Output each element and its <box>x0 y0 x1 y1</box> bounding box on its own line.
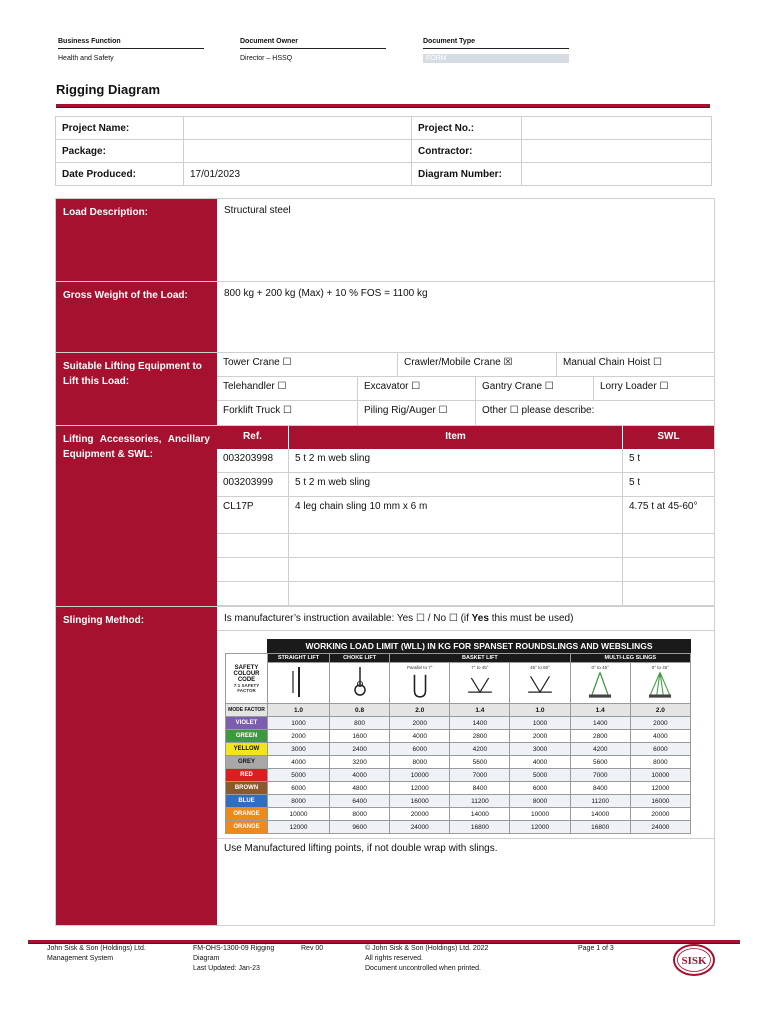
accessory-item-cell[interactable] <box>289 582 623 605</box>
package-label: Package: <box>56 140 184 163</box>
load-description-field[interactable]: Structural steel <box>224 205 291 216</box>
wll-value-cell: 3000 <box>510 743 570 756</box>
wll-value-cell: 12000 <box>268 821 330 834</box>
colour-code-cell: BROWN <box>226 782 268 795</box>
accessory-ref-cell[interactable] <box>217 534 289 557</box>
wll-value-cell: 3000 <box>268 743 330 756</box>
colour-code-cell: BLUE <box>226 795 268 808</box>
wll-value-cell: 4200 <box>450 743 510 756</box>
wll-value-cell: 1600 <box>330 730 390 743</box>
mode-factor-value: 2.0 <box>390 704 450 717</box>
accessories-label: Lifting Accessories, Ancillary Equipment & SWL: <box>56 426 217 606</box>
accessory-ref-cell[interactable]: CL17P <box>217 497 289 533</box>
colour-code-cell: ORANGE <box>226 821 268 834</box>
business-function-value: Health and Safety <box>58 55 114 62</box>
contractor-field[interactable] <box>522 140 712 163</box>
wll-data-row <box>226 808 691 821</box>
document-owner-value: Director – HSSQ <box>240 55 293 62</box>
wll-value-cell: 16000 <box>630 795 690 808</box>
gantry-crane-checkbox[interactable]: Gantry Crane ☐ <box>476 377 594 400</box>
footer-copyright <box>365 944 488 974</box>
wll-value-cell: 4000 <box>330 769 390 782</box>
business-function-label: Business Function <box>58 38 204 49</box>
wll-value-cell: 14000 <box>570 808 630 821</box>
wll-group-label: STRAIGHT LIFT <box>268 654 330 663</box>
wll-value-cell: 20000 <box>630 808 690 821</box>
wll-data-row <box>226 769 691 782</box>
document-type-label: Document Type <box>423 38 569 49</box>
slinging-method-content <box>217 607 714 925</box>
colour-code-cell: ORANGE <box>226 808 268 821</box>
wll-value-cell: 8000 <box>630 756 690 769</box>
mode-factor-label: MODE FACTOR <box>226 704 268 717</box>
wll-group-label: CHOKE LIFT <box>330 654 390 663</box>
colour-code-cell: VIOLET <box>226 717 268 730</box>
document-type-field <box>423 38 569 63</box>
wll-data-row <box>226 730 691 743</box>
footer-company <box>47 944 146 964</box>
telehandler-checkbox[interactable]: Telehandler ☐ <box>217 377 358 400</box>
piling-rig-checkbox[interactable]: Piling Rig/Auger ☐ <box>358 401 476 425</box>
lorry-loader-checkbox[interactable]: Lorry Loader ☐ <box>600 381 669 392</box>
question-text-b: this must be used) <box>488 613 574 624</box>
wll-value-cell: 12000 <box>510 821 570 834</box>
sling-method-icon-cell <box>630 663 690 704</box>
gross-weight-row <box>56 282 714 353</box>
sling-configuration-icon <box>340 663 380 701</box>
wll-value-cell: 8000 <box>510 795 570 808</box>
slinging-method-label: Slinging Method: <box>56 607 217 925</box>
wll-value-cell: 6400 <box>330 795 390 808</box>
accessory-row <box>217 534 714 558</box>
wll-value-cell: 1000 <box>268 717 330 730</box>
sling-configuration-icon <box>400 670 440 700</box>
excavator-checkbox[interactable]: Excavator ☐ <box>358 377 476 400</box>
sling-configuration-icon <box>580 670 620 700</box>
document-type-value: FORM <box>423 54 569 63</box>
wll-value-cell: 8000 <box>268 795 330 808</box>
footer-form <box>193 944 274 974</box>
sling-method-icon-cell <box>570 663 630 704</box>
wll-value-cell: 2000 <box>390 717 450 730</box>
footer-last-updated: Last Updated: Jan-23 <box>193 965 260 972</box>
gross-weight-field[interactable]: 800 kg + 200 kg (Max) + 10 % FOS = 1100 kg <box>224 288 428 299</box>
sling-configuration-icon <box>460 670 500 700</box>
accessory-item-cell[interactable]: 5 t 2 m web sling <box>289 449 623 472</box>
sling-angle-label: 0° to 45° <box>651 664 670 670</box>
mode-factor-value: 2.0 <box>630 704 690 717</box>
wll-value-cell: 2000 <box>630 717 690 730</box>
sling-method-icon-cell <box>390 663 450 704</box>
accessory-item-cell[interactable] <box>289 534 623 557</box>
wll-value-cell: 4000 <box>268 756 330 769</box>
mode-factor-value: 1.0 <box>268 704 330 717</box>
safety-colour-code-label: SAFETY COLOUR CODE <box>233 664 260 683</box>
wll-chart-cell <box>217 639 714 839</box>
wll-group-label: BASKET LIFT <box>390 654 570 663</box>
wll-value-cell: 7000 <box>570 769 630 782</box>
accessories-table <box>217 426 714 606</box>
lifting-equipment-row <box>56 353 714 426</box>
lifting-equipment-label: Suitable Lifting Equipment to Lift this Load: <box>56 353 217 425</box>
col-item-header: Item <box>289 426 623 449</box>
wll-data-row <box>226 782 691 795</box>
wll-value-cell: 4800 <box>330 782 390 795</box>
mode-factor-value: 1.0 <box>510 704 570 717</box>
accessory-ref-cell[interactable]: 003203998 <box>217 449 289 472</box>
accessories-row <box>56 426 714 607</box>
accessories-header <box>217 426 714 449</box>
wll-data-row <box>226 795 691 808</box>
wll-data-row <box>226 717 691 730</box>
wll-value-cell: 2800 <box>450 730 510 743</box>
business-function-field <box>58 38 204 62</box>
wll-group-label: MULTI-LEG SLINGS <box>570 654 690 663</box>
rigging-form <box>55 198 715 926</box>
accessory-ref-cell[interactable] <box>217 558 289 581</box>
wll-value-cell: 8000 <box>330 808 390 821</box>
sling-angle-label: Parallel to 7° <box>406 664 433 670</box>
accessory-row <box>217 473 714 497</box>
accessory-row <box>217 582 714 606</box>
wll-value-cell: 16800 <box>450 821 510 834</box>
question-text-yes: Yes <box>471 613 489 624</box>
wll-value-cell: 6000 <box>268 782 330 795</box>
wll-value-cell: 2800 <box>570 730 630 743</box>
wll-value-cell: 8400 <box>570 782 630 795</box>
slinging-note[interactable]: Use Manufactured lifting points, if not double wrap with slings. <box>224 843 498 854</box>
colour-code-cell: GREY <box>226 756 268 769</box>
wll-value-cell: 5000 <box>268 769 330 782</box>
sling-angle-label: 45° to 60° <box>530 664 550 670</box>
wll-value-cell: 4200 <box>570 743 630 756</box>
wll-value-cell: 11200 <box>570 795 630 808</box>
sling-angle-label: 7° to 45° <box>471 664 489 670</box>
date-produced-label: Date Produced: <box>56 163 184 186</box>
wll-table <box>225 653 691 834</box>
contractor-label: Contractor: <box>412 140 522 163</box>
mode-factor-value: 1.4 <box>570 704 630 717</box>
wll-data-row <box>226 821 691 834</box>
wll-value-cell: 10000 <box>390 769 450 782</box>
colour-code-cell: GREEN <box>226 730 268 743</box>
accessory-ref-cell[interactable]: 003203999 <box>217 473 289 496</box>
wll-value-cell: 1400 <box>450 717 510 730</box>
mode-factor-value: 1.4 <box>450 704 510 717</box>
col-swl-header: SWL <box>657 431 680 442</box>
wll-value-cell: 6000 <box>630 743 690 756</box>
footer-page-number: Page 1 of 3 <box>578 945 614 952</box>
page-title: Rigging Diagram <box>56 82 161 97</box>
wll-value-cell: 5600 <box>570 756 630 769</box>
wll-group-header <box>226 654 691 663</box>
wll-data-row <box>226 756 691 769</box>
wll-value-cell: 14000 <box>450 808 510 821</box>
accessory-item-cell[interactable]: 5 t 2 m web sling <box>289 473 623 496</box>
accessory-row <box>217 558 714 582</box>
wll-value-cell: 3200 <box>330 756 390 769</box>
wll-value-cell: 6000 <box>390 743 450 756</box>
wll-value-cell: 12000 <box>390 782 450 795</box>
colour-code-cell: YELLOW <box>226 743 268 756</box>
chain-hoist-checkbox[interactable]: Manual Chain Hoist ☐ <box>563 357 663 368</box>
wll-value-cell: 12000 <box>630 782 690 795</box>
safety-colour-code-header <box>226 654 268 704</box>
wll-icon-row <box>226 663 691 704</box>
wll-value-cell: 10000 <box>630 769 690 782</box>
wll-value-cell: 9600 <box>330 821 390 834</box>
sling-method-icon-cell <box>450 663 510 704</box>
sling-configuration-icon <box>520 670 560 700</box>
wll-value-cell: 4000 <box>510 756 570 769</box>
wll-value-cell: 1000 <box>510 717 570 730</box>
wll-value-cell: 6000 <box>510 782 570 795</box>
project-name-field[interactable] <box>184 117 412 140</box>
mode-factor-value: 0.8 <box>330 704 390 717</box>
document-owner-label: Document Owner <box>240 38 386 49</box>
package-field[interactable] <box>184 140 412 163</box>
wll-value-cell: 10000 <box>510 808 570 821</box>
project-no-field[interactable] <box>522 117 712 140</box>
diagram-number-field[interactable] <box>522 163 712 186</box>
wll-value-cell: 2000 <box>510 730 570 743</box>
wll-data-row <box>226 743 691 756</box>
wll-value-cell: 8400 <box>450 782 510 795</box>
title-divider-dark <box>56 107 710 108</box>
footer-uncontrolled: Document uncontrolled when printed. <box>365 965 481 972</box>
document-owner-field <box>240 38 386 62</box>
wll-value-cell: 4000 <box>390 730 450 743</box>
accessory-row <box>217 497 714 534</box>
sling-angle-label: 0° to 45° <box>591 664 609 670</box>
accessory-swl-cell[interactable]: 5 t <box>629 453 641 464</box>
sling-method-icon-cell <box>510 663 570 704</box>
wll-value-cell: 24000 <box>630 821 690 834</box>
date-produced-field[interactable]: 17/01/2023 <box>184 163 412 186</box>
accessory-swl-cell[interactable] <box>623 558 714 581</box>
sling-method-icon-cell <box>330 663 390 704</box>
wll-value-cell: 2000 <box>268 730 330 743</box>
footer-form-name: Diagram <box>193 955 220 962</box>
lifting-equipment-options <box>217 353 714 425</box>
sling-configuration-icon <box>279 663 319 701</box>
logo-text: SISK <box>681 955 707 967</box>
tower-crane-checkbox[interactable]: Tower Crane ☐ <box>217 353 398 376</box>
wll-chart <box>225 639 691 834</box>
project-details-table <box>55 116 712 186</box>
wll-value-cell: 24000 <box>390 821 450 834</box>
wll-value-cell: 20000 <box>390 808 450 821</box>
slinging-method-row <box>56 607 714 925</box>
wll-chart-title: WORKING LOAD LIMIT (WLL) IN KG FOR SPANSET ROUNDSLINGS AND WEBSLINGS <box>267 639 691 653</box>
project-no-label: Project No.: <box>412 117 522 140</box>
wll-value-cell: 4000 <box>630 730 690 743</box>
wll-value-cell: 800 <box>330 717 390 730</box>
question-text-a: Is manufacturer’s instruction available: Yes ☐ / No ☐ (if <box>224 613 472 624</box>
accessory-swl-cell[interactable] <box>623 582 714 605</box>
footer-copyright-line: © John Sisk & Son (Holdings) Ltd. 2022 <box>365 945 489 952</box>
footer-company-name: John Sisk & Son (Holdings) Ltd. <box>47 945 146 952</box>
colour-code-cell: RED <box>226 769 268 782</box>
wll-value-cell: 5600 <box>450 756 510 769</box>
forklift-checkbox[interactable]: Forklift Truck ☐ <box>217 401 358 425</box>
accessory-swl-cell[interactable]: 4.75 t at 45-60° <box>629 501 698 512</box>
sling-method-icon-cell <box>268 663 330 704</box>
sisk-logo-icon <box>673 944 715 976</box>
wll-value-cell: 11200 <box>450 795 510 808</box>
wll-value-cell: 7000 <box>450 769 510 782</box>
manufacturer-instruction-question[interactable] <box>217 607 714 631</box>
project-name-label: Project Name: <box>56 117 184 140</box>
diagram-number-label: Diagram Number: <box>412 163 522 186</box>
accessory-swl-cell[interactable] <box>623 534 714 557</box>
footer-rights: All rights reserved. <box>365 955 423 962</box>
sling-configuration-icon <box>640 670 680 700</box>
wll-value-cell: 16000 <box>390 795 450 808</box>
footer-rev: Rev 00 <box>301 945 324 952</box>
accessory-item-cell[interactable]: 4 leg chain sling 10 mm x 6 m <box>289 497 623 533</box>
gross-weight-label: Gross Weight of the Load: <box>56 282 217 352</box>
accessory-row <box>217 449 714 473</box>
accessory-swl-cell[interactable]: 5 t <box>629 477 641 488</box>
wll-value-cell: 10000 <box>268 808 330 821</box>
wll-value-cell: 2400 <box>330 743 390 756</box>
mode-factor-row <box>226 704 691 717</box>
col-ref-header: Ref. <box>217 426 289 449</box>
load-description-label: Load Description: <box>56 199 217 281</box>
footer-form-code: FM-OHS-1300-09 Rigging <box>193 945 275 952</box>
wll-value-cell: 5000 <box>510 769 570 782</box>
footer-system: Management System <box>47 955 114 962</box>
accessory-ref-cell[interactable] <box>217 582 289 605</box>
wll-value-cell: 1400 <box>570 717 630 730</box>
wll-value-cell: 8000 <box>390 756 450 769</box>
accessory-item-cell[interactable] <box>289 558 623 581</box>
other-equipment-checkbox[interactable]: Other ☐ please describe: <box>482 405 595 416</box>
wll-value-cell: 16800 <box>570 821 630 834</box>
safety-factor-label: 7:1 SAFETY FACTOR <box>233 682 260 693</box>
load-description-row <box>56 199 714 282</box>
crawler-crane-checkbox[interactable]: Crawler/Mobile Crane ☒ <box>398 353 557 376</box>
